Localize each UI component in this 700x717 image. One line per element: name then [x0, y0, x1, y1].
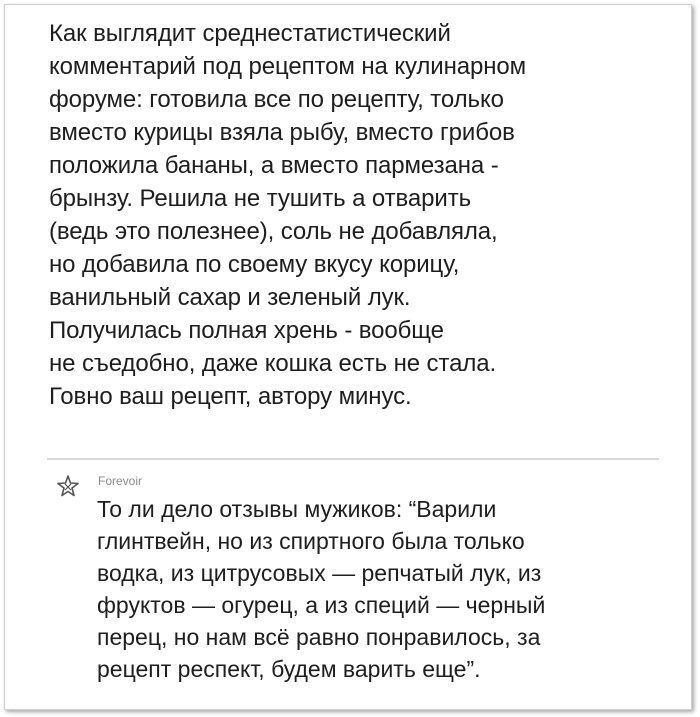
post-line: Получилась полная хрень - вообще [49, 317, 444, 344]
image-frame [4, 4, 692, 710]
star-icon [57, 475, 79, 497]
comment-line: водка, из цитрусовых — репчатый лук, из [97, 560, 542, 586]
comment-text [97, 493, 657, 685]
post-line: форуме: готовила все по рецепту, только [49, 86, 504, 113]
comment-line: фруктов — огурец, а из специй — черный [97, 592, 546, 618]
post-line: Говно ваш рецепт, автору минус. [49, 383, 412, 410]
post-line: не съедобно, даже кошка есть не стала. [49, 350, 497, 377]
post-line: ванильный сахар и зеленый лук. [49, 284, 411, 311]
divider [47, 458, 659, 460]
post-line: брынзу. Решила не тушить а отварить [49, 185, 472, 212]
post-line: (ведь это полезнее), соль не добавляла, [49, 218, 498, 245]
post-line: но добавила по своему вкусу корицу, [49, 251, 460, 278]
post-text [49, 17, 659, 413]
post-line: Как выглядит среднестатистический [49, 20, 451, 47]
comment-line: То ли дело отзывы мужиков: “Варили [97, 496, 497, 522]
post-line: вместо курицы взяла рыбу, вместо грибов [49, 119, 515, 146]
post-line: комментарий под рецептом на кулинарном [49, 53, 527, 80]
post-line: положила бананы, а вместо пармезана - [49, 152, 499, 179]
comment-username[interactable]: Forevoir [98, 474, 143, 488]
comment-line: глинтвейн, но из спиртного была только [97, 528, 525, 554]
comment-line: перец, но нам всё равно понравилось, за [97, 624, 541, 650]
comment-line: рецепт респект, будем варить еще”. [97, 656, 481, 682]
